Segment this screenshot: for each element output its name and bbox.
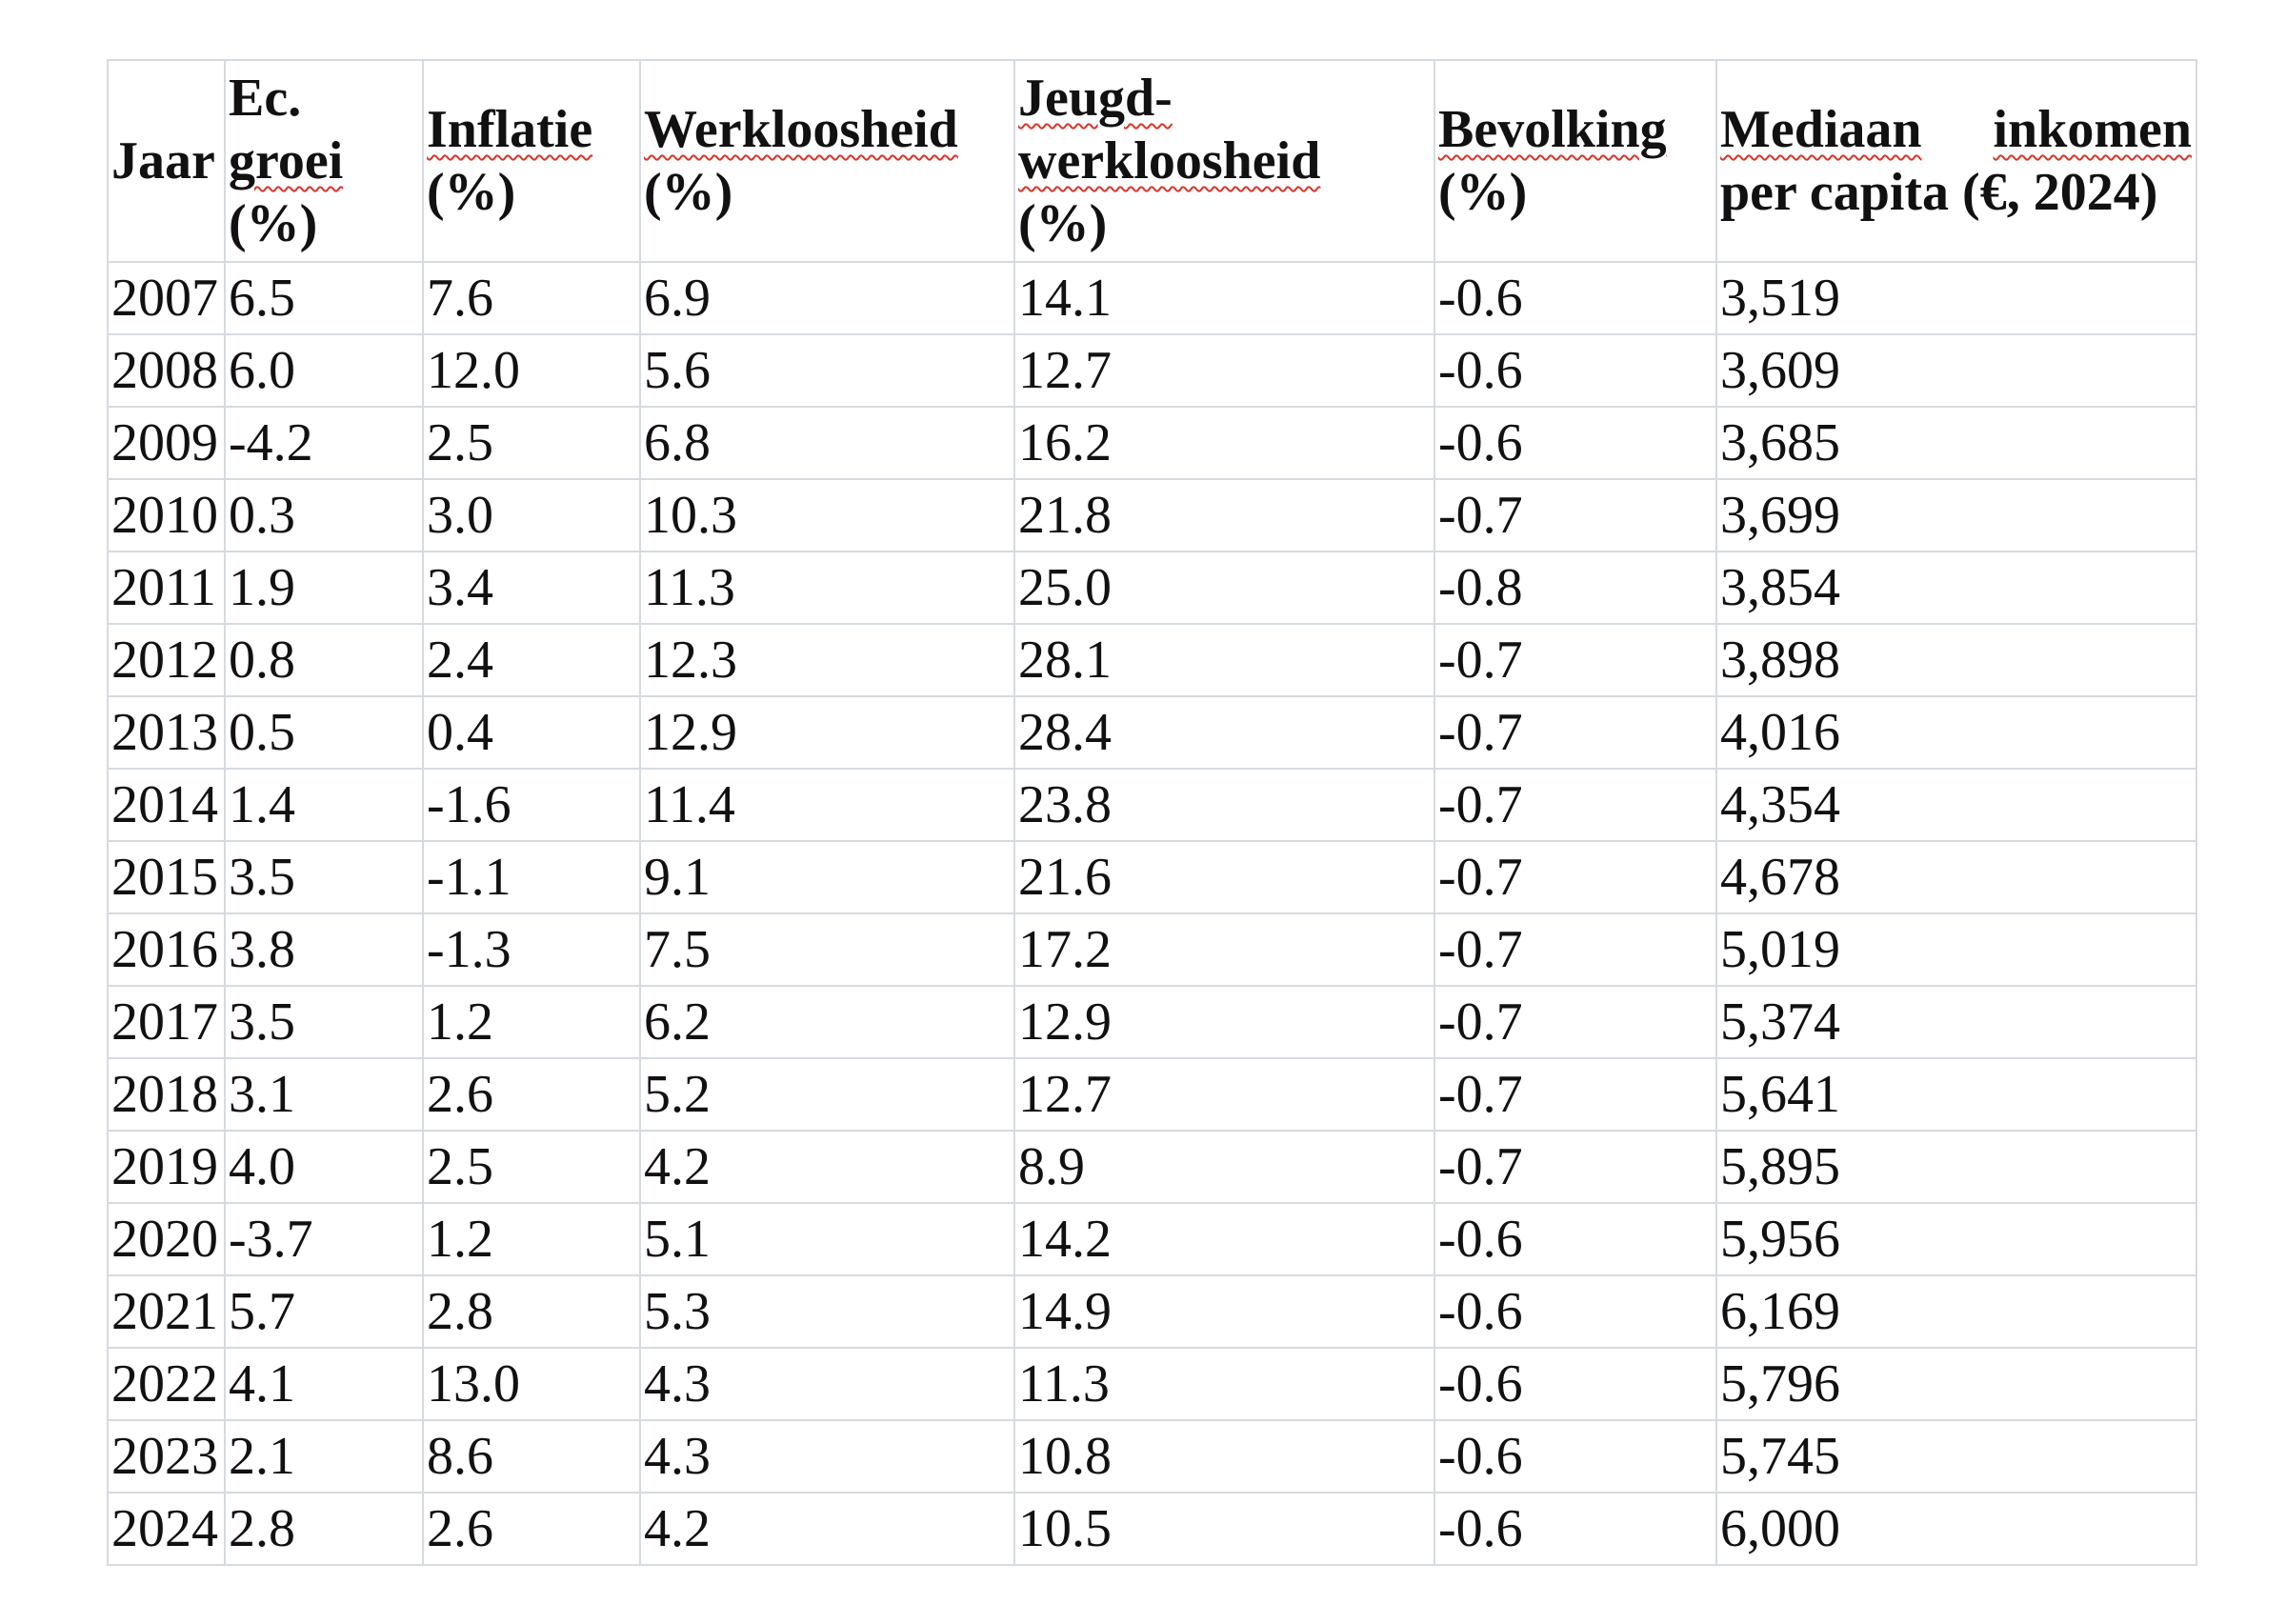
table-row <box>108 551 2196 624</box>
table-row <box>108 1203 2196 1275</box>
cell-jaar: 2014 <box>108 769 225 841</box>
cell-inflatie: -1.6 <box>423 769 640 841</box>
cell-jeugdwerkloosheid: 12.9 <box>1014 986 1434 1058</box>
table-row <box>108 624 2196 696</box>
cell-jeugdwerkloosheid: 21.6 <box>1014 841 1434 913</box>
cell-ec-groei: 1.4 <box>225 769 423 841</box>
cell-bevolking: -0.6 <box>1434 407 1716 479</box>
cell-mediaan-inkomen: 5,641 <box>1716 1058 2196 1131</box>
cell-bevolking: -0.8 <box>1434 551 1716 624</box>
table-row <box>108 1275 2196 1348</box>
header-row <box>108 60 2196 262</box>
table-row <box>108 1420 2196 1493</box>
table-body <box>108 262 2196 1565</box>
cell-bevolking: -0.7 <box>1434 1131 1716 1203</box>
cell-inflatie: 7.6 <box>423 262 640 334</box>
cell-inflatie: 2.8 <box>423 1275 640 1348</box>
cell-jeugdwerkloosheid: 16.2 <box>1014 407 1434 479</box>
cell-bevolking: -0.7 <box>1434 479 1716 551</box>
cell-jeugdwerkloosheid: 10.8 <box>1014 1420 1434 1493</box>
cell-ec-groei: 3.5 <box>225 841 423 913</box>
cell-mediaan-inkomen: 5,956 <box>1716 1203 2196 1275</box>
table-row <box>108 1058 2196 1131</box>
cell-jaar: 2024 <box>108 1493 225 1565</box>
table-row <box>108 1348 2196 1420</box>
table-row <box>108 769 2196 841</box>
cell-jaar: 2007 <box>108 262 225 334</box>
cell-inflatie: 1.2 <box>423 1203 640 1275</box>
cell-jaar: 2023 <box>108 1420 225 1493</box>
cell-inflatie: 2.6 <box>423 1058 640 1131</box>
cell-ec-groei: -4.2 <box>225 407 423 479</box>
cell-bevolking: -0.6 <box>1434 1203 1716 1275</box>
cell-werkloosheid: 7.5 <box>640 913 1014 986</box>
cell-jeugdwerkloosheid: 10.5 <box>1014 1493 1434 1565</box>
cell-mediaan-inkomen: 5,745 <box>1716 1420 2196 1493</box>
cell-werkloosheid: 4.3 <box>640 1420 1014 1493</box>
cell-jeugdwerkloosheid: 14.9 <box>1014 1275 1434 1348</box>
header-inflatie: Inflatie (%) <box>423 60 640 262</box>
table-row <box>108 913 2196 986</box>
cell-bevolking: -0.6 <box>1434 334 1716 407</box>
cell-jeugdwerkloosheid: 25.0 <box>1014 551 1434 624</box>
cell-inflatie: 2.5 <box>423 407 640 479</box>
cell-mediaan-inkomen: 3,609 <box>1716 334 2196 407</box>
cell-inflatie: 12.0 <box>423 334 640 407</box>
cell-inflatie: 1.2 <box>423 986 640 1058</box>
cell-bevolking: -0.6 <box>1434 1493 1716 1565</box>
table-row <box>108 334 2196 407</box>
table-row <box>108 262 2196 334</box>
cell-ec-groei: 1.9 <box>225 551 423 624</box>
cell-bevolking: -0.7 <box>1434 1058 1716 1131</box>
cell-ec-groei: 5.7 <box>225 1275 423 1348</box>
cell-werkloosheid: 4.2 <box>640 1493 1014 1565</box>
cell-jeugdwerkloosheid: 8.9 <box>1014 1131 1434 1203</box>
cell-mediaan-inkomen: 3,519 <box>1716 262 2196 334</box>
cell-bevolking: -0.7 <box>1434 841 1716 913</box>
cell-jeugdwerkloosheid: 17.2 <box>1014 913 1434 986</box>
cell-inflatie: -1.3 <box>423 913 640 986</box>
cell-jaar: 2017 <box>108 986 225 1058</box>
table-row <box>108 696 2196 769</box>
cell-mediaan-inkomen: 4,678 <box>1716 841 2196 913</box>
cell-jeugdwerkloosheid: 21.8 <box>1014 479 1434 551</box>
cell-bevolking: -0.7 <box>1434 913 1716 986</box>
table-row <box>108 479 2196 551</box>
cell-werkloosheid: 11.3 <box>640 551 1014 624</box>
cell-mediaan-inkomen: 3,685 <box>1716 407 2196 479</box>
cell-jaar: 2010 <box>108 479 225 551</box>
header-mediaan-inkomen: Mediaan inkomen per capita (€, 2024) <box>1716 60 2196 262</box>
cell-jeugdwerkloosheid: 28.4 <box>1014 696 1434 769</box>
header-jeugdwerkloosheid: Jeugd- werkloosheid (%) <box>1014 60 1434 262</box>
cell-werkloosheid: 6.2 <box>640 986 1014 1058</box>
cell-werkloosheid: 9.1 <box>640 841 1014 913</box>
cell-mediaan-inkomen: 3,854 <box>1716 551 2196 624</box>
cell-jaar: 2021 <box>108 1275 225 1348</box>
cell-inflatie: 2.5 <box>423 1131 640 1203</box>
cell-mediaan-inkomen: 6,000 <box>1716 1493 2196 1565</box>
cell-bevolking: -0.6 <box>1434 1420 1716 1493</box>
table-row <box>108 1493 2196 1565</box>
cell-jeugdwerkloosheid: 14.2 <box>1014 1203 1434 1275</box>
cell-ec-groei: 3.5 <box>225 986 423 1058</box>
header-ec-groei: Ec. groei (%) <box>225 60 423 262</box>
cell-inflatie: 2.6 <box>423 1493 640 1565</box>
cell-mediaan-inkomen: 5,796 <box>1716 1348 2196 1420</box>
header-jaar: Jaar <box>108 60 225 262</box>
cell-mediaan-inkomen: 4,354 <box>1716 769 2196 841</box>
table-row <box>108 841 2196 913</box>
cell-jaar: 2013 <box>108 696 225 769</box>
cell-werkloosheid: 12.9 <box>640 696 1014 769</box>
cell-bevolking: -0.7 <box>1434 769 1716 841</box>
cell-bevolking: -0.6 <box>1434 262 1716 334</box>
cell-jeugdwerkloosheid: 12.7 <box>1014 1058 1434 1131</box>
cell-mediaan-inkomen: 5,374 <box>1716 986 2196 1058</box>
cell-werkloosheid: 4.2 <box>640 1131 1014 1203</box>
cell-ec-groei: 4.1 <box>225 1348 423 1420</box>
cell-jaar: 2016 <box>108 913 225 986</box>
cell-jeugdwerkloosheid: 14.1 <box>1014 262 1434 334</box>
cell-jaar: 2018 <box>108 1058 225 1131</box>
cell-jeugdwerkloosheid: 12.7 <box>1014 334 1434 407</box>
table-row <box>108 986 2196 1058</box>
cell-ec-groei: -3.7 <box>225 1203 423 1275</box>
cell-jaar: 2022 <box>108 1348 225 1420</box>
cell-werkloosheid: 5.1 <box>640 1203 1014 1275</box>
cell-inflatie: 8.6 <box>423 1420 640 1493</box>
cell-werkloosheid: 5.2 <box>640 1058 1014 1131</box>
table-row <box>108 407 2196 479</box>
cell-jaar: 2012 <box>108 624 225 696</box>
cell-mediaan-inkomen: 6,169 <box>1716 1275 2196 1348</box>
header-bevolking: Bevolking (%) <box>1434 60 1716 262</box>
cell-inflatie: 13.0 <box>423 1348 640 1420</box>
cell-jaar: 2019 <box>108 1131 225 1203</box>
cell-werkloosheid: 12.3 <box>640 624 1014 696</box>
cell-inflatie: 3.0 <box>423 479 640 551</box>
cell-inflatie: 2.4 <box>423 624 640 696</box>
cell-werkloosheid: 11.4 <box>640 769 1014 841</box>
cell-werkloosheid: 10.3 <box>640 479 1014 551</box>
cell-ec-groei: 6.0 <box>225 334 423 407</box>
cell-jaar: 2008 <box>108 334 225 407</box>
cell-ec-groei: 3.1 <box>225 1058 423 1131</box>
header-werkloosheid: Werkloosheid (%) <box>640 60 1014 262</box>
cell-bevolking: -0.7 <box>1434 986 1716 1058</box>
cell-inflatie: 3.4 <box>423 551 640 624</box>
cell-mediaan-inkomen: 5,019 <box>1716 913 2196 986</box>
cell-bevolking: -0.6 <box>1434 1275 1716 1348</box>
cell-mediaan-inkomen: 5,895 <box>1716 1131 2196 1203</box>
economic-indicators-table <box>107 59 2197 1566</box>
cell-jaar: 2009 <box>108 407 225 479</box>
cell-inflatie: 0.4 <box>423 696 640 769</box>
cell-bevolking: -0.6 <box>1434 1348 1716 1420</box>
cell-mediaan-inkomen: 3,898 <box>1716 624 2196 696</box>
cell-ec-groei: 6.5 <box>225 262 423 334</box>
cell-ec-groei: 3.8 <box>225 913 423 986</box>
cell-bevolking: -0.7 <box>1434 696 1716 769</box>
cell-ec-groei: 2.1 <box>225 1420 423 1493</box>
cell-werkloosheid: 5.3 <box>640 1275 1014 1348</box>
cell-werkloosheid: 4.3 <box>640 1348 1014 1420</box>
cell-jeugdwerkloosheid: 23.8 <box>1014 769 1434 841</box>
cell-ec-groei: 0.3 <box>225 479 423 551</box>
cell-mediaan-inkomen: 4,016 <box>1716 696 2196 769</box>
cell-werkloosheid: 6.8 <box>640 407 1014 479</box>
cell-mediaan-inkomen: 3,699 <box>1716 479 2196 551</box>
cell-jaar: 2015 <box>108 841 225 913</box>
cell-jaar: 2020 <box>108 1203 225 1275</box>
cell-ec-groei: 0.5 <box>225 696 423 769</box>
cell-ec-groei: 4.0 <box>225 1131 423 1203</box>
cell-bevolking: -0.7 <box>1434 624 1716 696</box>
cell-werkloosheid: 5.6 <box>640 334 1014 407</box>
cell-ec-groei: 0.8 <box>225 624 423 696</box>
cell-jeugdwerkloosheid: 28.1 <box>1014 624 1434 696</box>
cell-ec-groei: 2.8 <box>225 1493 423 1565</box>
table-row <box>108 1131 2196 1203</box>
cell-jaar: 2011 <box>108 551 225 624</box>
cell-inflatie: -1.1 <box>423 841 640 913</box>
cell-jeugdwerkloosheid: 11.3 <box>1014 1348 1434 1420</box>
cell-werkloosheid: 6.9 <box>640 262 1014 334</box>
